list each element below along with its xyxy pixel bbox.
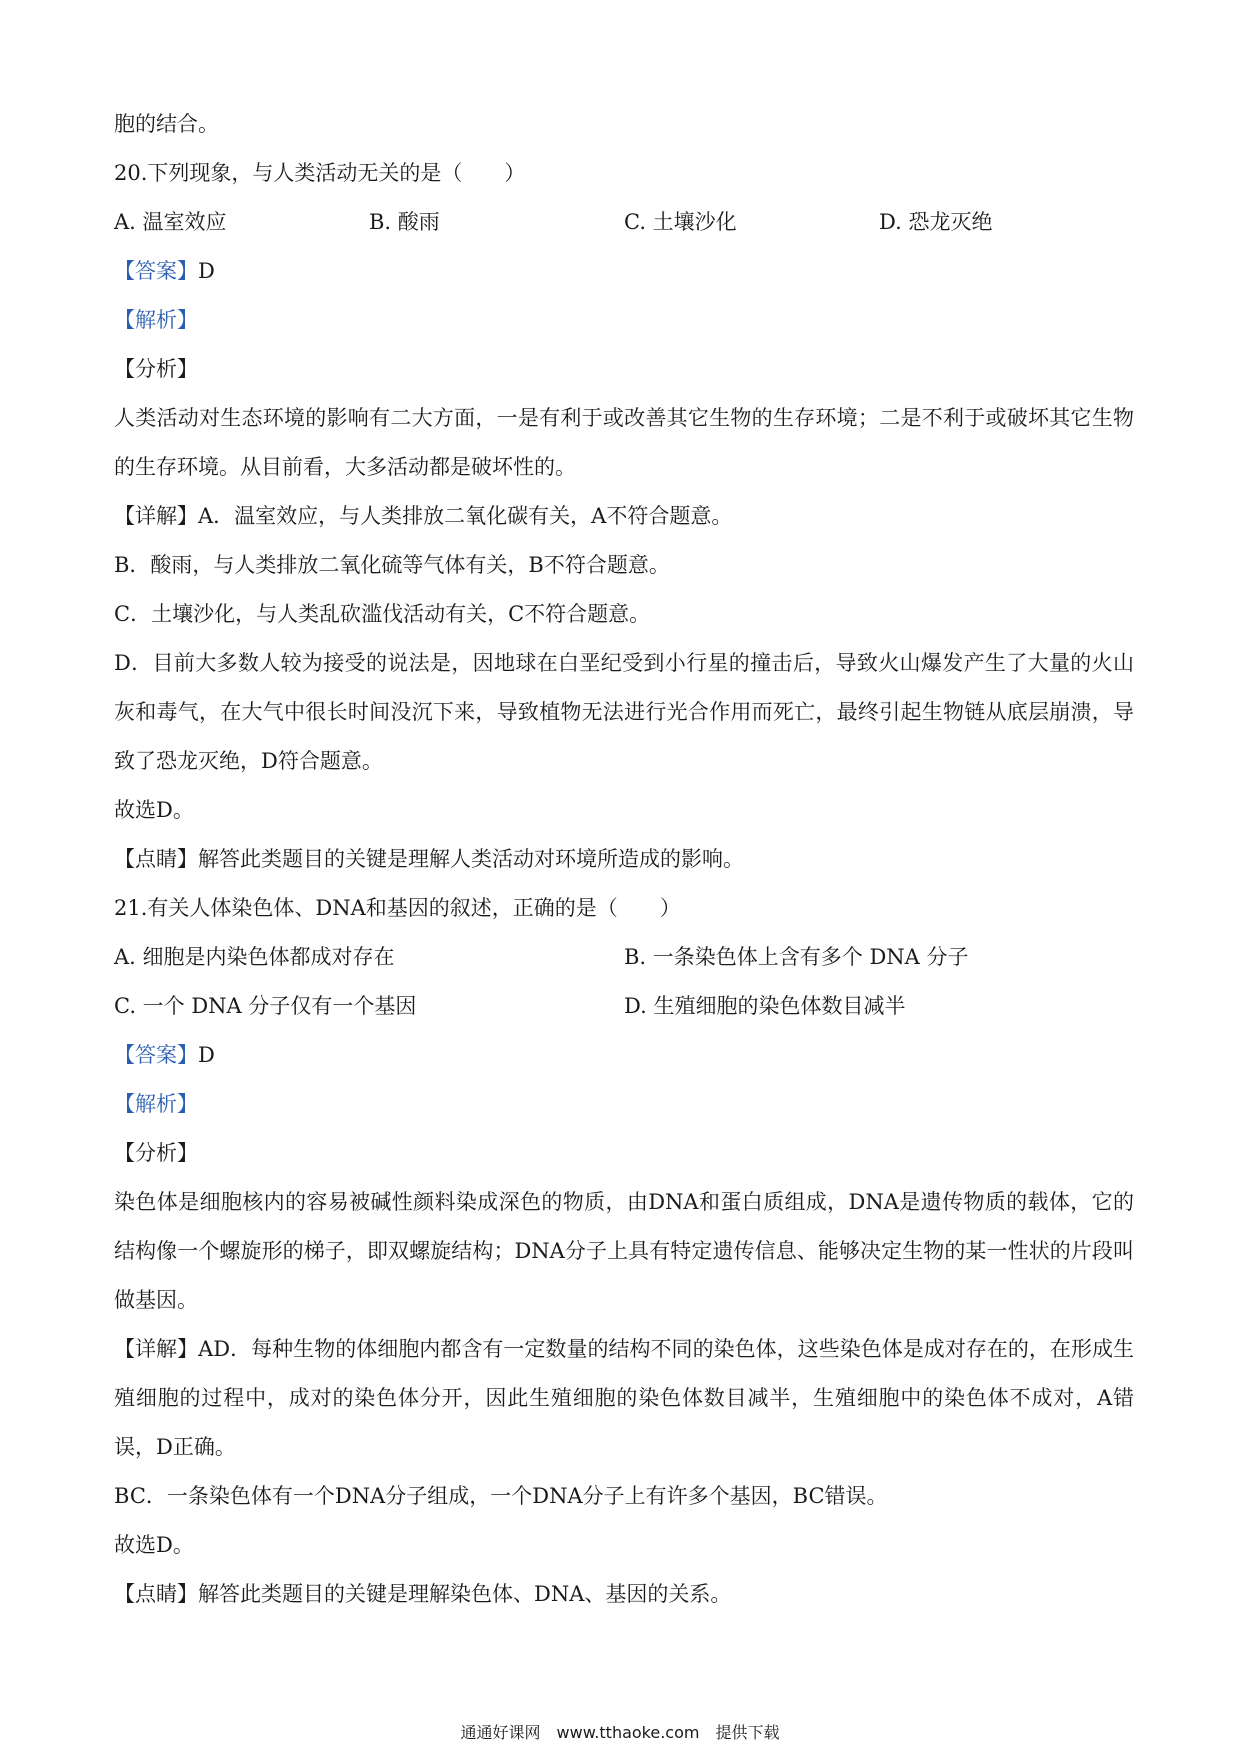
option-d: D. 生殖细胞的染色体数目减半 <box>624 994 906 1018</box>
analysis-paragraph: 人类活动对生态环境的影响有二大方面，一是有利于或改善其它生物的生存环境；二是不利于或破坏其它生物的生存环境。从目前看，大多活动都是破坏性的。 <box>114 406 1134 479</box>
question-20-options <box>114 198 1134 247</box>
choose-line: 故选D。 <box>114 798 194 822</box>
option-a: A. 温室效应 <box>114 210 227 234</box>
option-b: B. 一条染色体上含有多个 DNA 分子 <box>624 945 969 969</box>
option-b: B. 酸雨 <box>369 210 440 234</box>
detail-bc: BC．一条染色体有一个DNA分子组成，一个DNA分子上有许多个基因，BC错误。 <box>114 1484 888 1508</box>
answer-value: D <box>198 259 215 283</box>
fenxi-tag: 【分析】 <box>114 1141 198 1165</box>
page-footer: 通通好课网 www.tthaoke.com 提供下载 <box>460 1723 780 1742</box>
option-d: D. 恐龙灭绝 <box>879 210 993 234</box>
option-a: A. 细胞是内染色体都成对存在 <box>114 945 395 969</box>
question-21-options-row2 <box>114 982 1134 1031</box>
answer-tag: 【答案】 <box>114 259 198 283</box>
detail-c: C．土壤沙化，与人类乱砍滥伐活动有关，C不符合题意。 <box>114 602 651 626</box>
analysis-paragraph: 染色体是细胞核内的容易被碱性颜料染成深色的物质，由DNA和蛋白质组成，DNA是遗传物质的载体，它的结构像一个螺旋形的梯子，即双螺旋结构；DNA分子上具有特定遗传信息、能够决定生物的某一性状的片段叫做基因。 <box>114 1190 1134 1312</box>
question-20: 20.下列现象，与人类活动无关的是（ ） <box>114 161 526 185</box>
detail-a: 【详解】A．温室效应，与人类排放二氧化碳有关，A不符合题意。 <box>114 504 733 528</box>
answer-value: D <box>198 1043 215 1067</box>
answer-tag: 【答案】 <box>114 1043 198 1067</box>
fenxi-tag: 【分析】 <box>114 357 198 381</box>
choose-line: 故选D。 <box>114 1533 194 1557</box>
question-21-options-row1 <box>114 933 1134 982</box>
question-21: 21.有关人体染色体、DNA和基因的叙述，正确的是（ ） <box>114 896 681 920</box>
option-c: C. 土壤沙化 <box>624 210 737 234</box>
answer-line <box>114 247 1134 296</box>
point-line: 【点睛】解答此类题目的关键是理解人类活动对环境所造成的影响。 <box>114 847 744 871</box>
detail-ad: 【详解】AD．每种生物的体细胞内都含有一定数量的结构不同的染色体，这些染色体是成对存在的，在形成生殖细胞的过程中，成对的染色体分开，因此生殖细胞的染色体数目减半，生殖细胞中的染色体不成对，A错误，D正确。 <box>114 1337 1134 1459</box>
jiexi-tag: 【解析】 <box>114 308 198 332</box>
document-page <box>114 100 1134 1619</box>
option-c: C. 一个 DNA 分子仅有一个基因 <box>114 994 417 1018</box>
detail-b: B．酸雨，与人类排放二氧化硫等气体有关，B不符合题意。 <box>114 553 670 577</box>
point-line: 【点睛】解答此类题目的关键是理解染色体、DNA、基因的关系。 <box>114 1582 732 1606</box>
text-line: 胞的结合。 <box>114 112 219 136</box>
jiexi-tag: 【解析】 <box>114 1092 198 1116</box>
detail-d: D．目前大多数人较为接受的说法是，因地球在白垩纪受到小行星的撞击后，导致火山爆发产生了大量的火山灰和毒气，在大气中很长时间没沉下来，导致植物无法进行光合作用而死亡，最终引起生物链从底层崩溃，导致了恐龙灭绝，D符合题意。 <box>114 651 1134 773</box>
answer-line <box>114 1031 1134 1080</box>
